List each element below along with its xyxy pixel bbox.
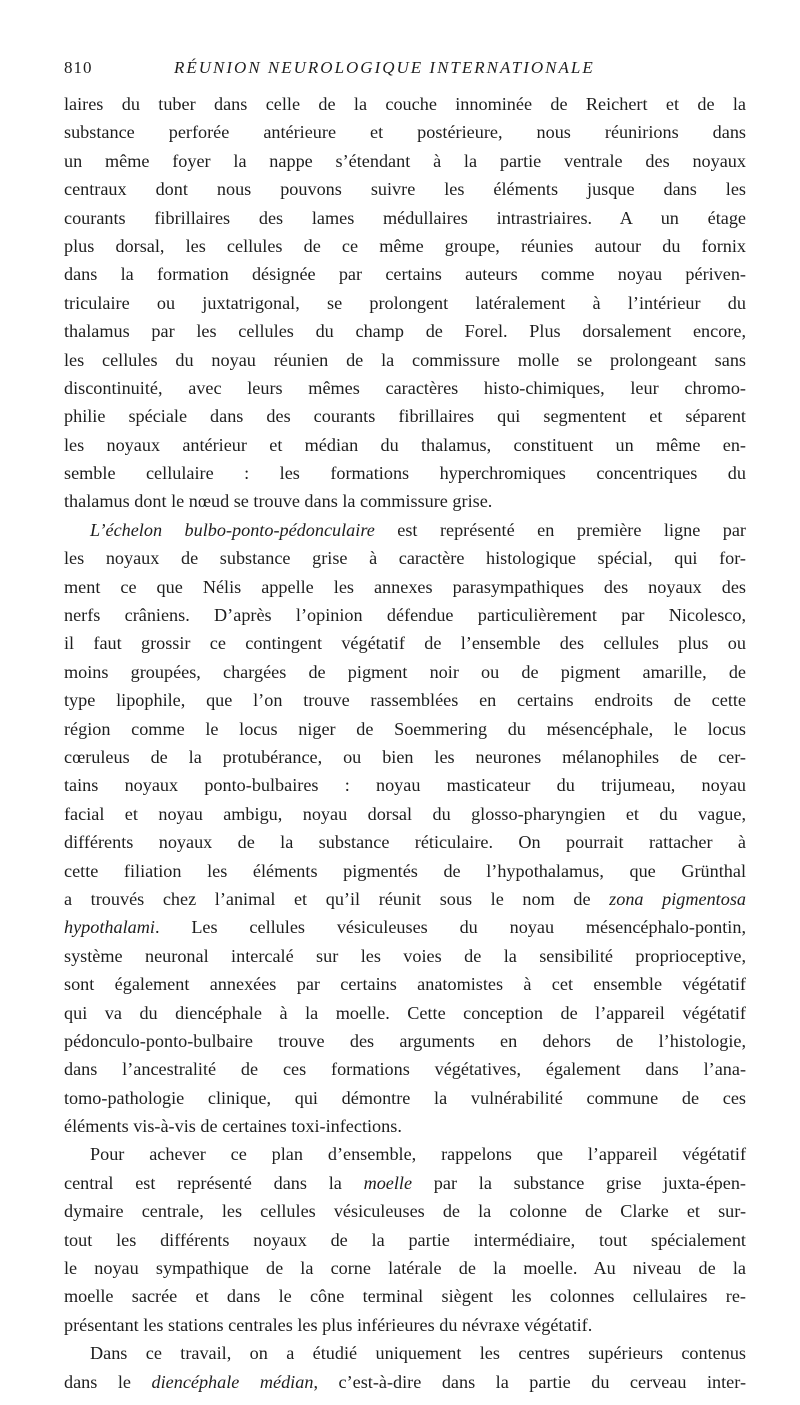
text-run: cœruleus de la protubérance, ou bien les neurones mélanophiles de cer- [64, 746, 746, 767]
text-run: les noyaux de substance grise à caractère histologique spécial, qui for- [64, 548, 746, 569]
text-run: courants fibrillaires des lames médullaires intrastriaires. A un étage [64, 207, 746, 228]
text-run: sont également annexées par certains anatomistes à cet ensemble végétatif [64, 974, 746, 995]
italic-phrase: moelle [363, 1172, 413, 1193]
text-line [64, 260, 746, 288]
text-line [64, 346, 746, 374]
italic-phrase: zona pigmentosa [609, 888, 746, 909]
italic-phrase: diencéphale médian [151, 1371, 314, 1392]
text-run: région comme le locus niger de Soemmering du mésencéphale, le locus [64, 718, 746, 739]
text-run: Dans ce travail, on a étudié uniquement les centres supérieurs contenus [90, 1343, 746, 1364]
text-line [64, 232, 746, 260]
text-line [64, 715, 746, 743]
text-line [64, 885, 746, 913]
text-run: plus dorsal, les cellules de ce même groupe, réunies autour du fornix [64, 235, 746, 256]
text-line [64, 942, 746, 970]
text-line [64, 800, 746, 828]
text-run: discontinuité, avec leurs mêmes caractères histo-chimiques, leur chromo- [64, 377, 746, 398]
text-run: tout les différents noyaux de la partie intermédiaire, tout spécialement [64, 1229, 746, 1250]
text-run: un même foyer la nappe s’étendant à la partie ventrale des noyaux [64, 150, 746, 171]
text-run: triculaire ou juxtatrigonal, se prolongent latéralement à l’intérieur du [64, 292, 746, 313]
text-line [64, 686, 746, 714]
text-run: dans la formation désignée par certains auteurs comme noyau périven- [64, 264, 746, 285]
text-line [64, 1140, 746, 1168]
text-line [64, 1169, 746, 1197]
text-run: tomo-pathologie clinique, qui démontre la vulnérabilité commune de ces [64, 1087, 746, 1108]
page-number: 810 [64, 58, 93, 77]
text-line [64, 402, 746, 430]
text-line [64, 544, 746, 572]
text-run: pédonculo-ponto-bulbaire trouve des arguments en dehors de l’histologie, [64, 1030, 746, 1051]
text-line [64, 90, 746, 118]
page-header [64, 58, 754, 82]
text-run: laires du tuber dans celle de la couche innominée de Reichert et de la [64, 94, 746, 114]
text-line [64, 1197, 746, 1225]
text-line [64, 1226, 746, 1254]
text-run: il faut grossir ce contingent végétatif de l’ensemble des cellules plus ou [64, 633, 746, 654]
body-text [64, 90, 746, 1396]
text-line [64, 1254, 746, 1282]
text-line [64, 913, 746, 941]
text-line [64, 629, 746, 657]
text-run: système neuronal intercalé sur les voies de la sensibilité proprioceptive, [64, 945, 746, 966]
text-line [64, 743, 746, 771]
text-run: le noyau sympathique de la corne latérale de la moelle. Au niveau de la [64, 1258, 746, 1279]
text-run: central est représenté dans la [64, 1172, 364, 1193]
text-line [64, 1112, 746, 1140]
text-run: éléments vis-à-vis de certaines toxi-infections. [64, 1116, 402, 1137]
text-run: les noyaux antérieur et médian du thalamus, constituent un même en- [64, 434, 746, 455]
text-run: présentant les stations centrales les plus inférieures du névraxe végétatif. [64, 1314, 593, 1335]
text-line [64, 1368, 746, 1396]
text-run: ment ce que Nélis appelle les annexes parasympathiques des noyaux des [64, 576, 746, 597]
text-line [64, 487, 746, 515]
text-line [64, 828, 746, 856]
text-line [64, 658, 746, 686]
text-line [64, 999, 746, 1027]
text-line [64, 374, 746, 402]
text-run: les cellules du noyau réunien de la commissure molle se prolongeant sans [64, 349, 746, 370]
text-run: est représenté en première ligne par [374, 519, 746, 540]
text-run: . Les cellules vésiculeuses du noyau mésencéphalo-pontin, [154, 917, 746, 938]
text-run: différents noyaux de la substance réticulaire. On pourrait rattacher à [64, 832, 746, 853]
text-line [64, 317, 746, 345]
text-line [64, 175, 746, 203]
text-line [64, 573, 746, 601]
text-run: cette filiation les éléments pigmentés de l’hypothalamus, que Grünthal [64, 860, 746, 881]
text-line [64, 1055, 746, 1083]
text-run: centraux dont nous pouvons suivre les éléments jusque dans les [64, 179, 746, 200]
text-run: dans le [64, 1371, 152, 1392]
text-run: moins groupées, chargées de pigment noir ou de pigment amarille, de [64, 661, 746, 682]
text-line [64, 1084, 746, 1112]
text-run: dans l’ancestralité de ces formations végétatives, également dans l’ana- [64, 1059, 746, 1080]
running-head: RÉUNION NEUROLOGIQUE INTERNATIONALE [174, 58, 595, 77]
text-run: , c’est-à-dire dans la partie du cerveau inter- [313, 1371, 747, 1392]
text-run: moelle sacrée et dans le cône terminal siègent les colonnes cellulaires re- [64, 1286, 746, 1307]
text-run: nerfs crâniens. D’après l’opinion défendue particulièrement par Nicolesco, [64, 605, 746, 626]
text-run: par la substance grise juxta-épen- [412, 1172, 746, 1193]
text-line [64, 147, 746, 175]
text-run: philie spéciale dans des courants fibrillaires qui segmentent et séparent [64, 406, 746, 427]
text-line [64, 970, 746, 998]
text-line [64, 857, 746, 885]
text-run: a trouvés chez l’animal et qu’il réunit sous le nom de [64, 888, 610, 909]
text-run: thalamus par les cellules du champ de Forel. Plus dorsalement encore, [64, 321, 746, 342]
text-run: tains noyaux ponto-bulbaires : noyau masticateur du trijumeau, noyau [64, 775, 746, 796]
text-run: substance perforée antérieure et postérieure, nous réunirions dans [64, 122, 746, 143]
text-line [64, 771, 746, 799]
text-line [64, 1311, 746, 1339]
text-line [64, 204, 746, 232]
text-run: Pour achever ce plan d’ensemble, rappelons que l’appareil végétatif [90, 1144, 746, 1165]
text-run: dymaire centrale, les cellules vésiculeuses de la colonne de Clarke et sur- [64, 1201, 746, 1222]
text-line [64, 601, 746, 629]
text-line [64, 459, 746, 487]
text-line [64, 118, 746, 146]
italic-phrase: hypothalami [64, 917, 155, 938]
text-line [64, 1027, 746, 1055]
text-run: facial et noyau ambigu, noyau dorsal du glosso-pharyngien et du vague, [64, 803, 746, 824]
text-line [64, 1339, 746, 1367]
text-run: semble cellulaire : les formations hyperchromiques concentriques du [64, 463, 746, 484]
text-run: qui va du diencéphale à la moelle. Cette conception de l’appareil végétatif [64, 1002, 746, 1023]
text-line [64, 1282, 746, 1310]
text-run: type lipophile, que l’on trouve rassemblées en certains endroits de cette [64, 690, 746, 711]
text-line [64, 289, 746, 317]
italic-phrase: L’échelon bulbo-ponto-pédonculaire [90, 519, 375, 540]
text-line [64, 516, 746, 544]
text-run: thalamus dont le nœud se trouve dans la commissure grise. [64, 491, 493, 512]
text-line [64, 431, 746, 459]
